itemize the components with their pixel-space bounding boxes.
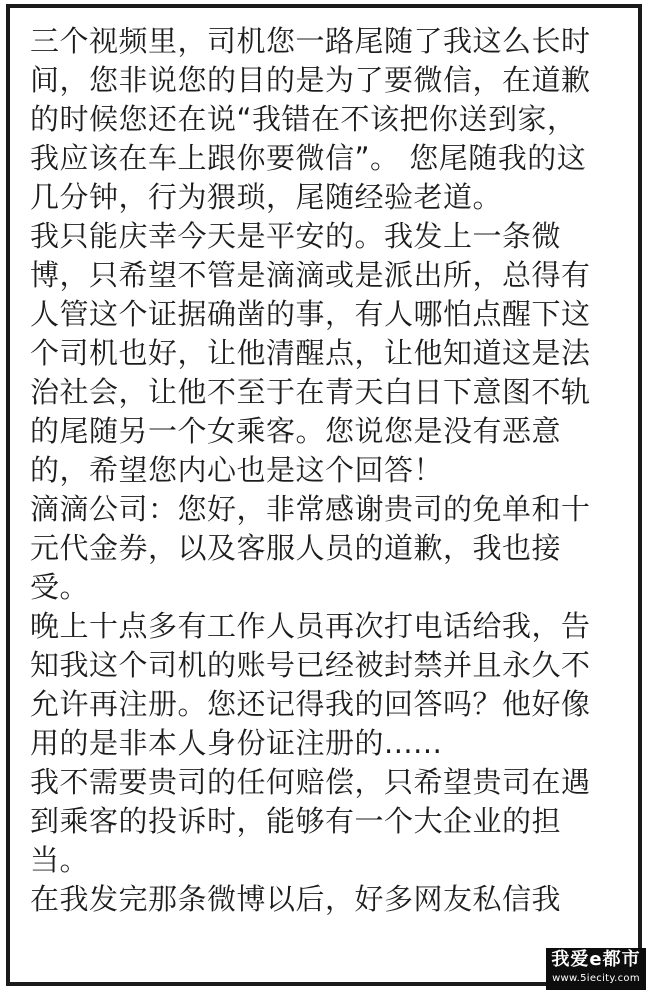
text-line: 博，只希望不管是滴滴或是派出所，总得有 — [30, 258, 591, 292]
text-line: 几分钟，行为猥琐，尾随经验老道。 — [30, 180, 503, 214]
text-line: 允许再注册。您还记得我的回答吗？他好像 — [30, 687, 591, 721]
text-line: 滴滴公司：您好，非常感谢贵司的免单和十 — [30, 492, 591, 526]
watermark-url: www.5iecity.com — [552, 973, 640, 984]
text-line: 的尾随另一个女乘客。您说您是没有恶意 — [30, 414, 562, 448]
text-line: 的，希望您内心也是这个回答！ — [30, 453, 444, 487]
text-line: 我应该在车上跟你要微信”。 您尾随我的这 — [30, 141, 587, 175]
text-line: 在我发完那条微博以后，好多网友私信我 — [30, 882, 562, 916]
text-line: 受。 — [30, 570, 90, 604]
text-line: 人管这个证据确凿的事，有人哪怕点醒下这 — [30, 297, 591, 331]
text-line: 元代金券，以及客服人员的道歉，我也接 — [30, 531, 562, 565]
text-line: 我不需要贵司的任何赔偿，只希望贵司在遇 — [30, 765, 591, 799]
document-frame — [6, 4, 642, 986]
text-line: 到乘客的投诉时，能够有一个大企业的担 — [30, 804, 562, 838]
text-line: 个司机也好，让他清醒点，让他知道这是法 — [30, 336, 591, 370]
text-line: 间，您非说您的目的是为了要微信，在道歉 — [30, 63, 591, 97]
site-watermark — [546, 948, 646, 990]
text-line: 知我这个司机的账号已经被封禁并且永久不 — [30, 648, 591, 682]
text-line: 用的是非本人身份证注册的...... — [30, 726, 443, 760]
watermark-title: 我爱e都市 — [551, 949, 641, 970]
text-line: 的时候您还在说“我错在不该把你送到家， — [30, 102, 577, 136]
text-line: 当。 — [30, 843, 90, 877]
text-line: 三个视频里，司机您一路尾随了我这么长时 — [30, 24, 591, 58]
text-line: 治社会，让他不至于在青天白日下意图不轨 — [30, 375, 591, 409]
document-text — [30, 22, 630, 919]
text-line: 我只能庆幸今天是平安的。我发上一条微 — [30, 219, 562, 253]
text-line: 晚上十点多有工作人员再次打电话给我，告 — [30, 609, 591, 643]
